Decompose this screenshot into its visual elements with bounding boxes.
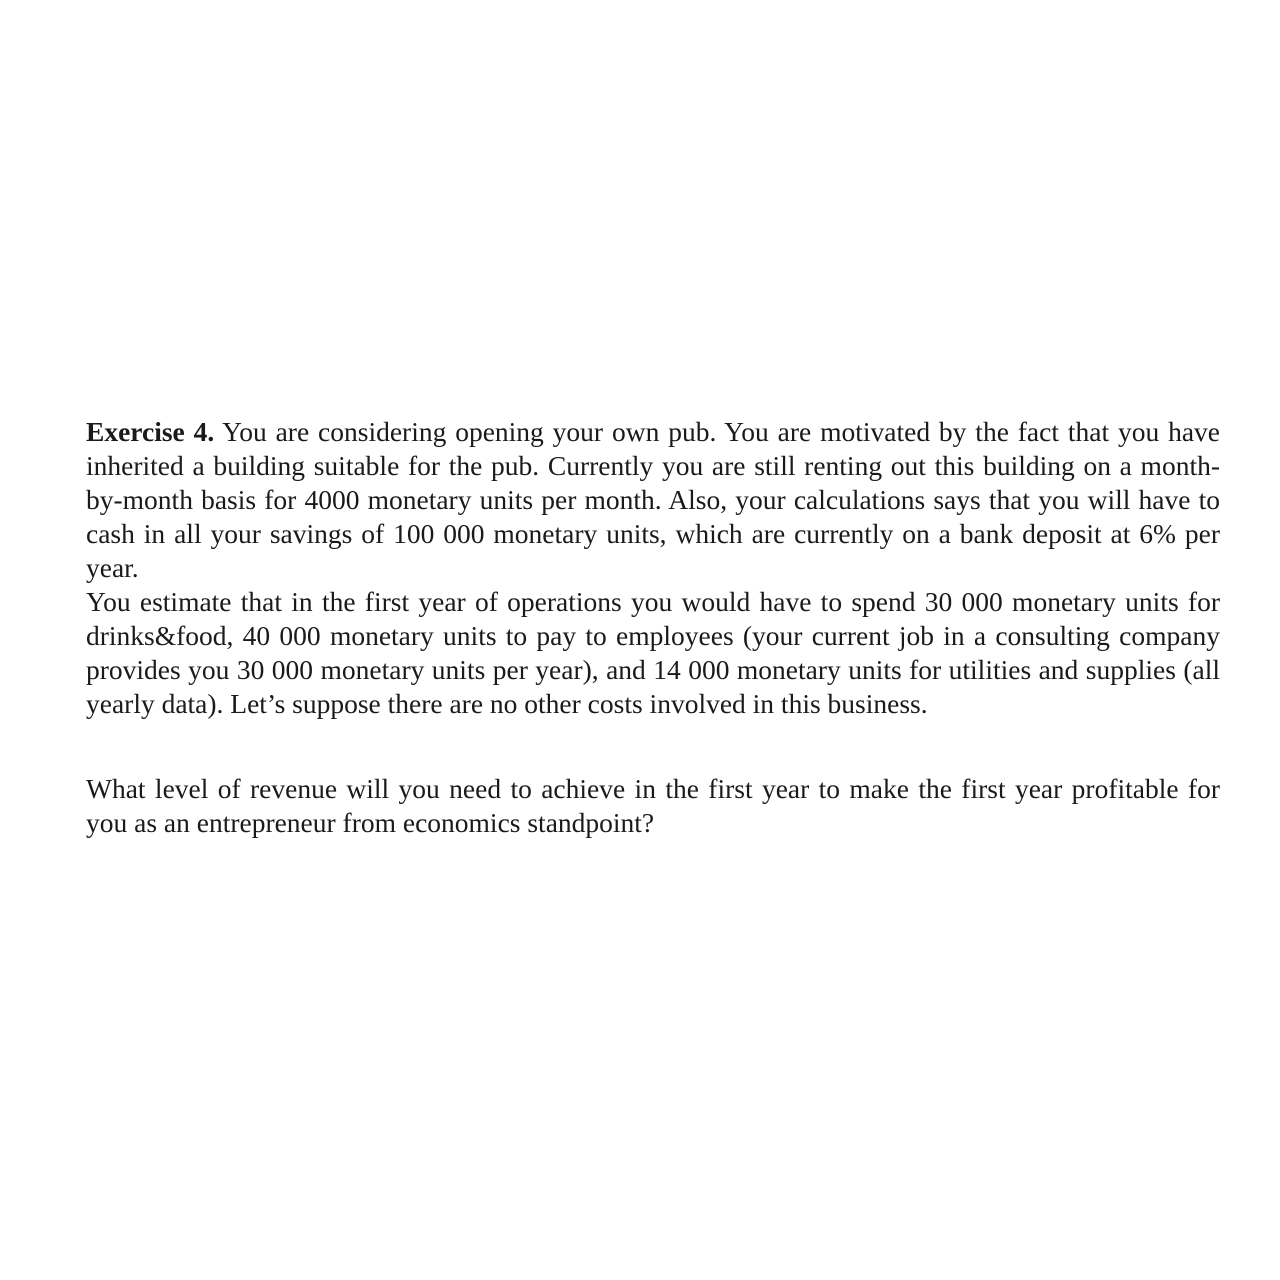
exercise-paragraph-1: You are considering opening your own pub. You are motivated by the fact that you have inherited a building suitable for the pub. Currently you are still renting out this building on a month-by-month basis for 4000 monetary units per month. Also, your calculations says that you will have to cash in all your savings of 100 000 monetary units, which are currently on a bank deposit at 6% per year. [86, 416, 1221, 583]
exercise-question: What level of revenue will you need to achieve in the first year to make the first year profitable for you as an entrepreneur from economics standpoint? [86, 773, 1220, 838]
exercise-paragraph-2: You estimate that in the first year of operations you would have to spend 30 000 monetary units for drinks&food, 40 000 monetary units to pay to employees (your current job in a consulting company provides you 30 000 monetary units per year), and 14 000 monetary units for utilities and supplies (all yearly data). Let’s suppose there are no other costs involved in this business. [86, 586, 1220, 719]
exercise-intro-paragraph [86, 415, 1220, 585]
exercise-document [86, 415, 1220, 840]
paragraph-spacer [86, 721, 1220, 772]
exercise-heading: Exercise 4. [86, 416, 215, 447]
